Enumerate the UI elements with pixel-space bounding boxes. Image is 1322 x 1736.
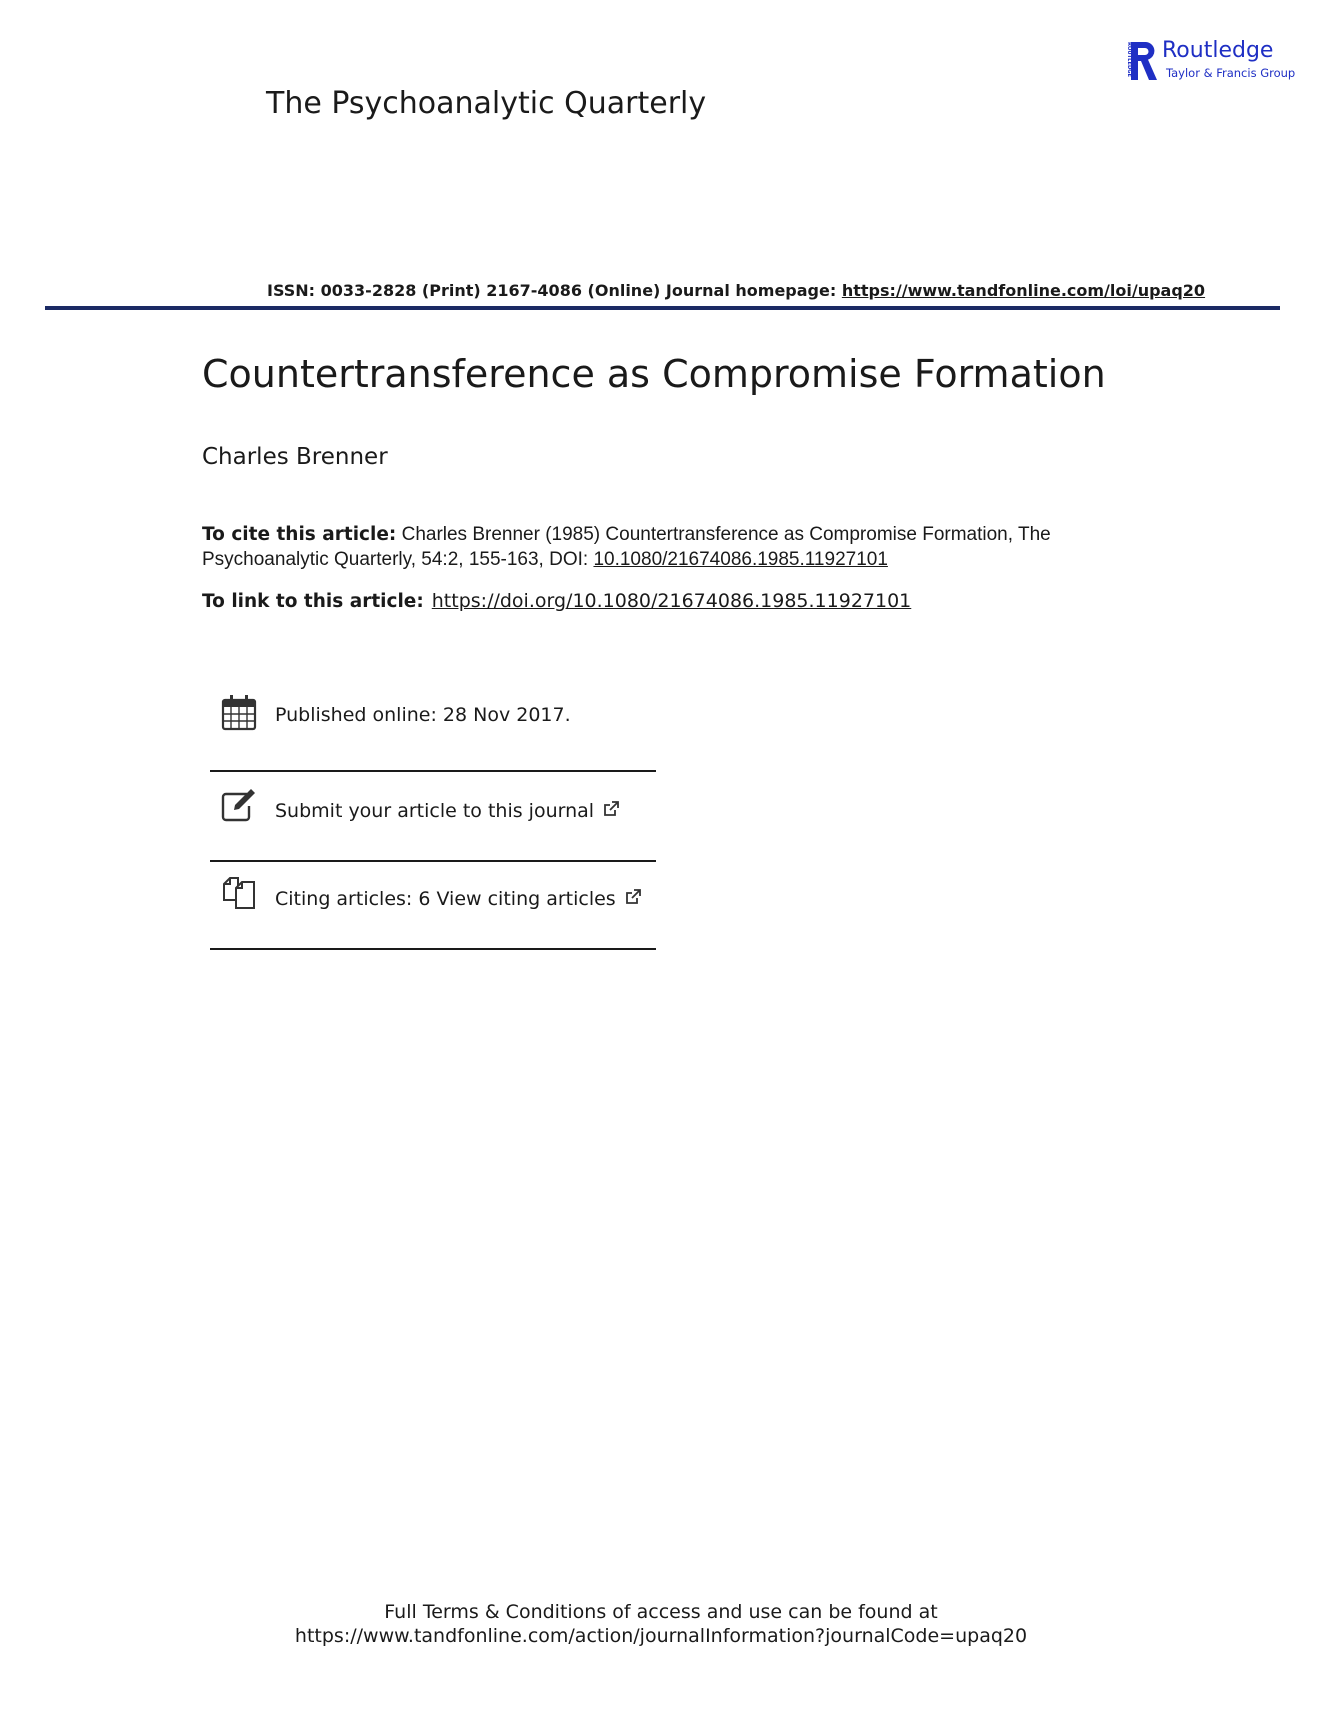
footer-terms-link[interactable]: https://www.tandfonline.com/action/journalInformation?journalCode=upaq20	[294, 1625, 1028, 1647]
info-divider	[210, 860, 656, 862]
cite-doi-link[interactable]: 10.1080/21674086.1985.11927101	[593, 549, 888, 570]
cite-text: Charles Brenner (1985) Countertransference as Compromise Formation, The Psychoanalytic Quarterly, 54:2, 155-163, DOI:	[202, 524, 1051, 570]
header-rule	[45, 306, 1280, 310]
footer-terms-text: Full Terms & Conditions of access and use can be found at	[384, 1601, 938, 1623]
edit-icon	[220, 786, 258, 824]
documents-icon	[220, 874, 258, 912]
citing-articles-link[interactable]: Citing articles: 6 View citing articles	[275, 888, 616, 910]
citation-block	[202, 522, 1122, 572]
info-divider	[210, 770, 656, 772]
article-title: Countertransference as Compromise Formation	[202, 352, 1106, 396]
article-doi-link[interactable]: https://doi.org/10.1080/21674086.1985.11927101	[431, 590, 912, 612]
journal-homepage-link[interactable]: https://www.tandfonline.com/loi/upaq20	[841, 281, 1206, 300]
logo-subtitle: Taylor & Francis Group	[1166, 66, 1296, 80]
cite-label: To cite this article:	[202, 524, 397, 545]
external-link-icon	[602, 800, 620, 818]
info-divider	[210, 948, 656, 950]
issn-line	[267, 281, 1205, 300]
footer	[0, 1600, 1322, 1648]
issn-text: ISSN: 0033-2828 (Print) 2167-4086 (Online) Journal homepage:	[267, 281, 842, 300]
published-text: Published online: 28 Nov 2017.	[275, 704, 571, 726]
journal-title: The Psychoanalytic Quarterly	[266, 86, 707, 121]
publisher-logo[interactable]	[1126, 38, 1296, 86]
submit-article-link[interactable]: Submit your article to this journal	[275, 800, 595, 822]
submit-article-row[interactable]	[210, 780, 656, 840]
external-link-icon	[624, 888, 642, 906]
logo-mark-text: ROUTLEDGE	[1126, 42, 1133, 78]
published-row	[210, 690, 656, 740]
logo-name: Routledge	[1162, 38, 1274, 63]
author-name: Charles Brenner	[202, 444, 388, 470]
calendar-icon	[220, 694, 258, 732]
citing-articles-row[interactable]	[210, 868, 656, 928]
article-link-line	[202, 590, 911, 612]
routledge-logo-icon	[1126, 38, 1158, 84]
link-label: To link to this article:	[202, 591, 424, 612]
